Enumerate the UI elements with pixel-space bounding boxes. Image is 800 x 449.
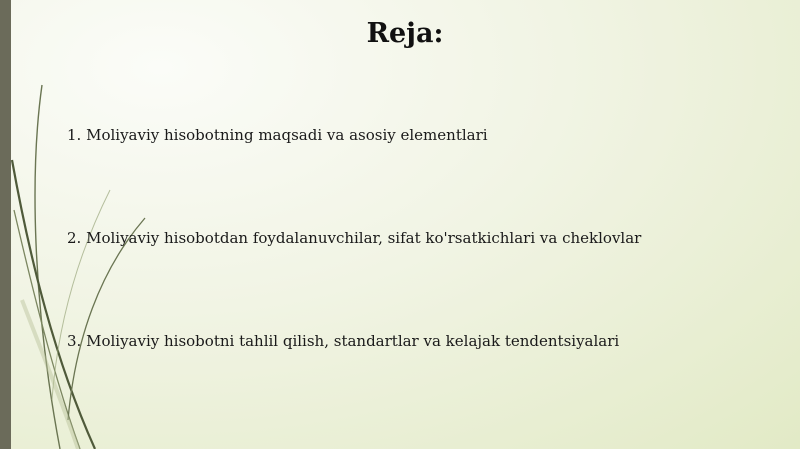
- slide-title: Reja:: [366, 18, 444, 49]
- grass-stroke-5: [52, 190, 110, 400]
- plan-item-3: 3. Moliyaviy hisobotni tahlil qilish, standartlar va kelajak tendentsiyalari: [67, 332, 620, 350]
- grass-stroke-2: [12, 160, 95, 449]
- left-accent-bar: [0, 0, 11, 449]
- grass-stroke-4: [68, 218, 145, 420]
- plan-item-2: 2. Moliyaviy hisobotdan foydalanuvchilar, sifat ko'rsatkichlari va cheklovlar: [67, 229, 642, 247]
- grass-stroke-6: [22, 300, 78, 449]
- plan-item-1: 1. Moliyaviy hisobotning maqsadi va asosiy elementlari: [67, 126, 488, 144]
- grass-stroke-1: [35, 85, 60, 449]
